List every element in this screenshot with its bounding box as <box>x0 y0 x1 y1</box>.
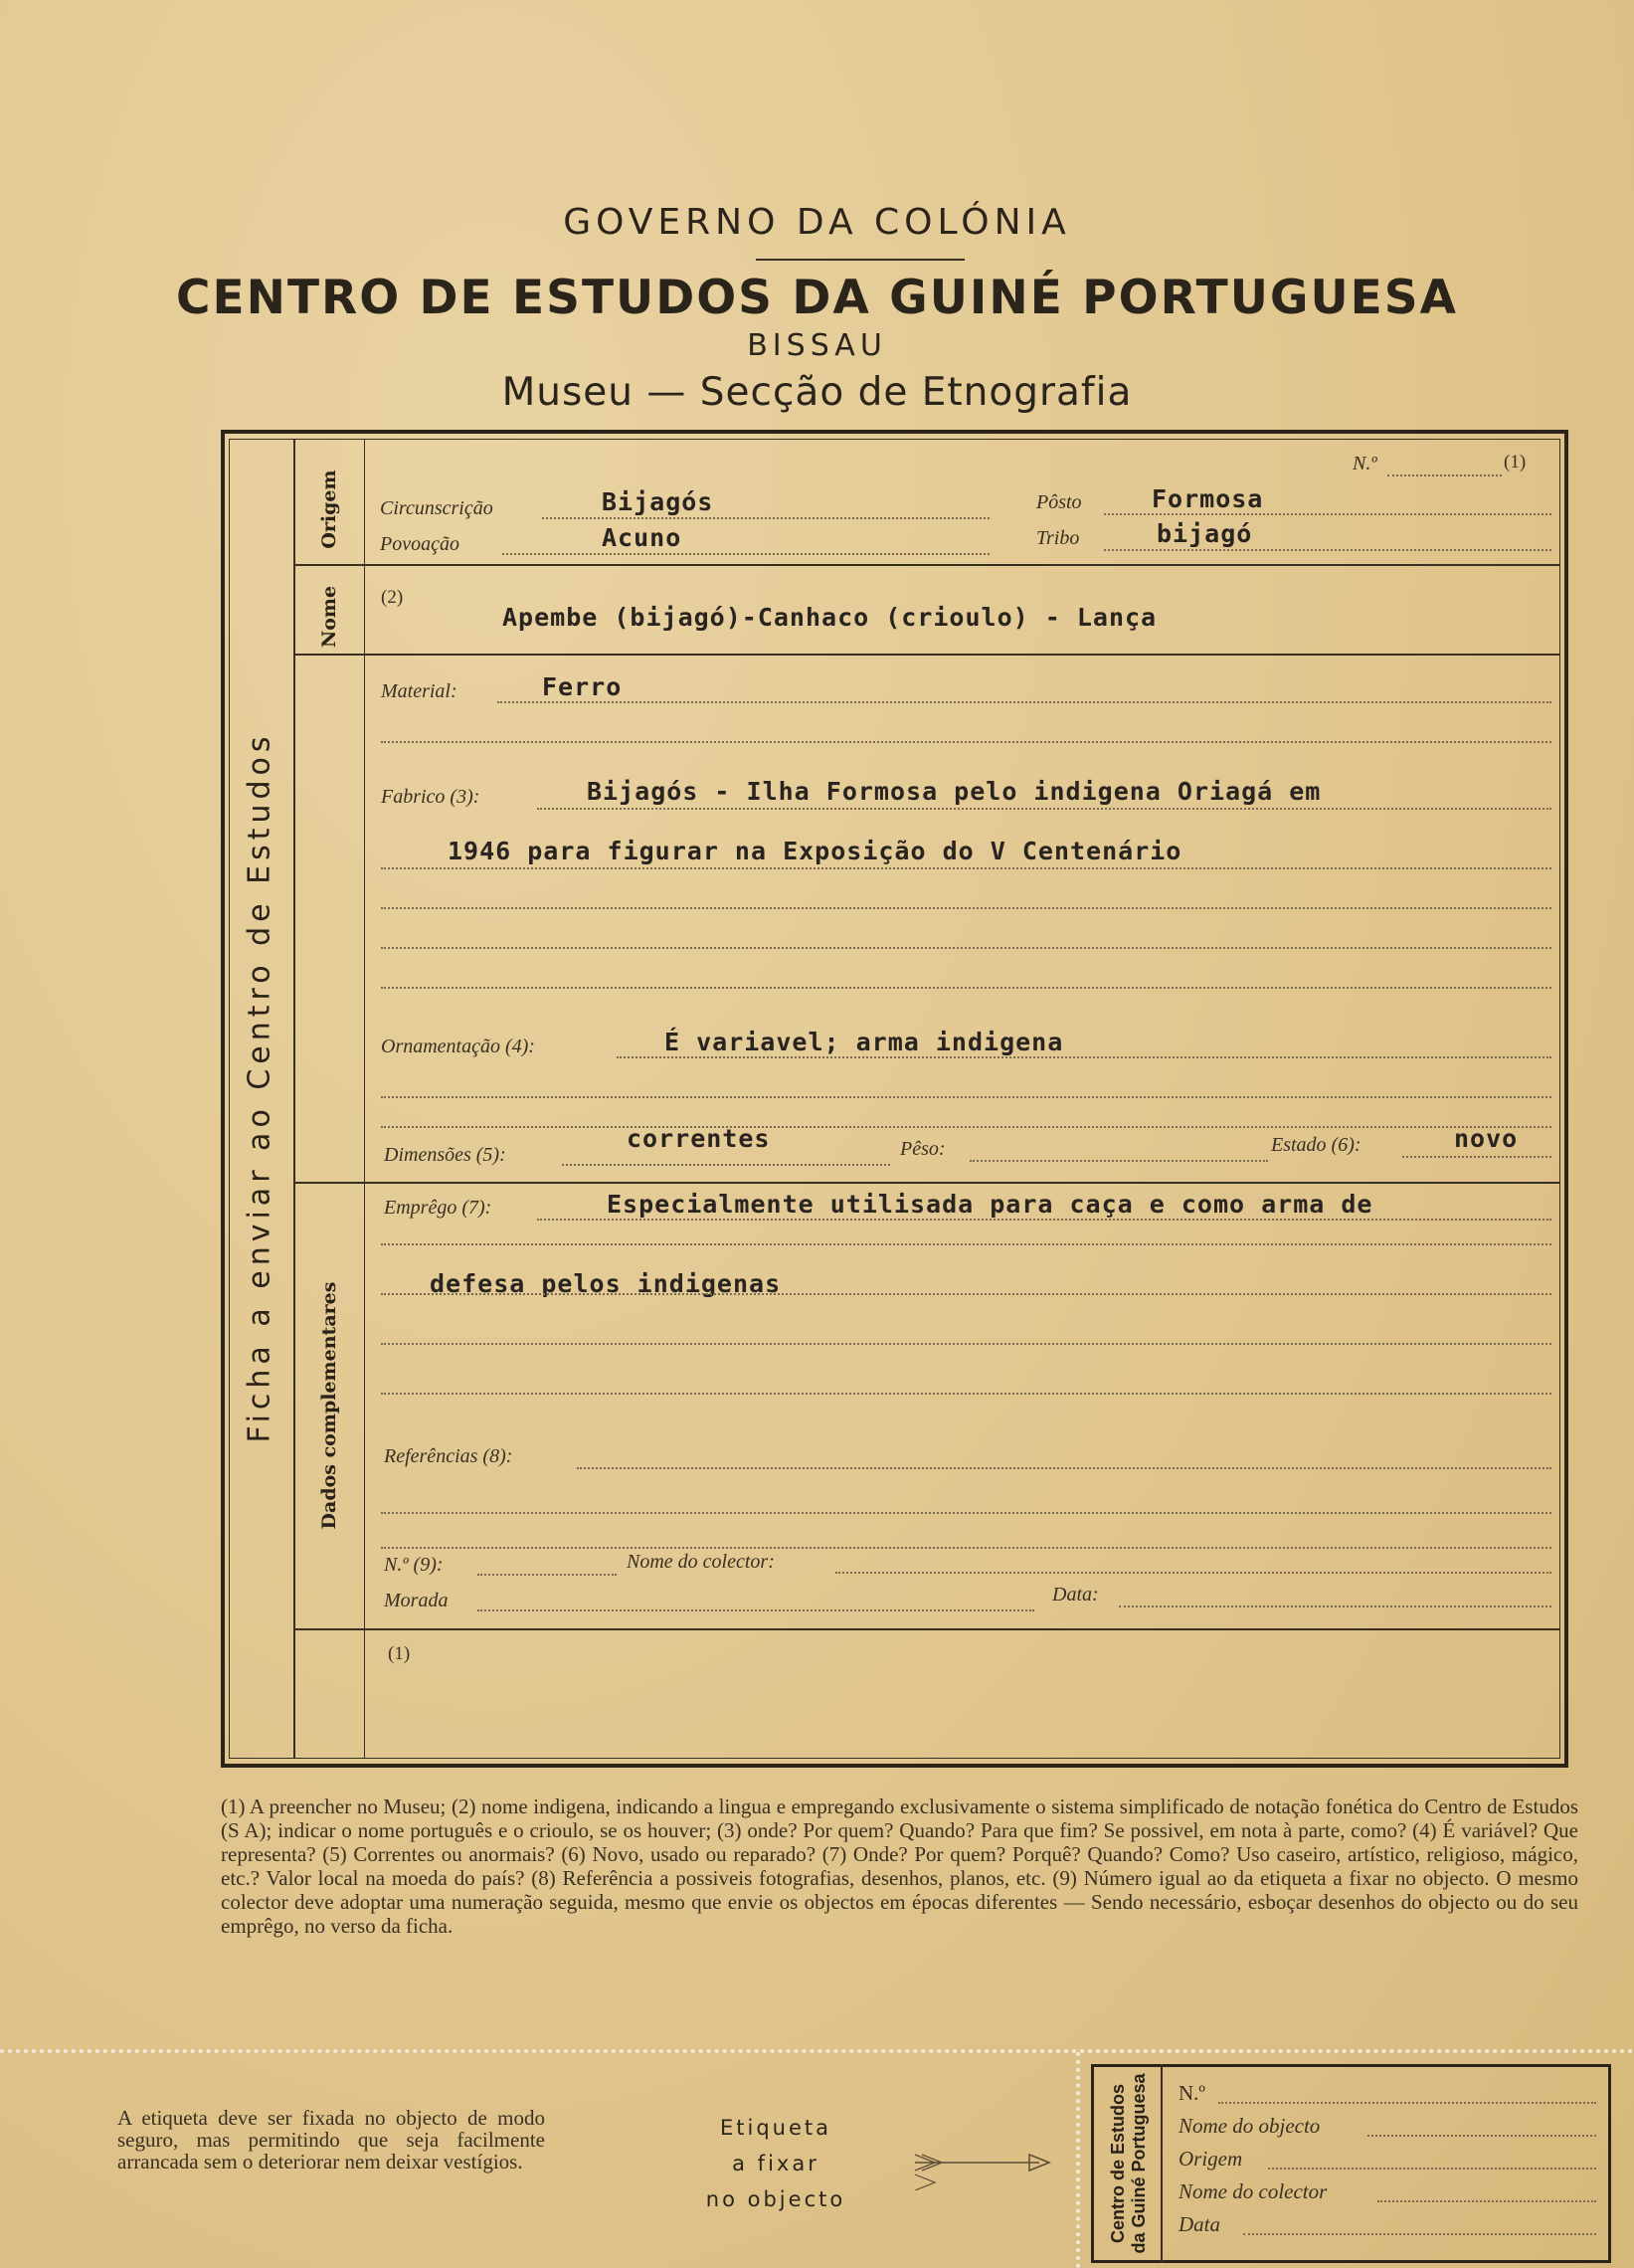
referencias-line <box>577 1467 1551 1469</box>
blank-line <box>381 1243 1551 1245</box>
dimensoes-label: Dimensões (5): <box>384 1144 506 1166</box>
material-line <box>497 701 1551 703</box>
label-card-origem: Origem <box>1179 2147 1243 2171</box>
blank-line <box>381 867 1551 869</box>
morada-label: Morada <box>384 1590 449 1611</box>
posto-line <box>1104 513 1551 515</box>
peso-line <box>970 1160 1268 1162</box>
nome-value: Apembe (bijagó)-Canhaco (crioulo) - Lança <box>502 603 1158 632</box>
dimensoes-value: correntes <box>627 1124 771 1153</box>
label-card-numero: N.º <box>1179 2081 1205 2105</box>
blank-line <box>381 947 1551 949</box>
section-origem: Origem <box>318 470 340 549</box>
blank-line <box>381 1393 1551 1395</box>
section-nome: Nome <box>318 585 340 649</box>
blank-line <box>381 1343 1551 1345</box>
blank-line <box>381 987 1551 989</box>
label-card-data: Data <box>1179 2212 1220 2236</box>
emprego-line <box>537 1219 1551 1221</box>
numero-line <box>1387 474 1502 476</box>
label-card-line <box>1367 2135 1596 2137</box>
label-card-line <box>1243 2233 1596 2235</box>
blank-line <box>381 1512 1551 1514</box>
ornamentacao-value: É variavel; arma indigena <box>664 1028 1064 1056</box>
emprego-label: Emprêgo (7): <box>384 1197 492 1219</box>
peso-label: Pêso: <box>900 1138 946 1160</box>
heading-rule <box>756 259 965 261</box>
posto-value: Formosa <box>1152 484 1264 513</box>
fabrico-line <box>537 808 1551 810</box>
referencias-label: Referências (8): <box>384 1445 513 1467</box>
estado-value: novo <box>1454 1124 1519 1153</box>
label-card-nome-objecto: Nome do objecto <box>1179 2114 1321 2138</box>
nome-mark: (2) <box>381 587 404 608</box>
etiqueta-line1: Etiqueta <box>720 2116 831 2140</box>
numero-mark: (1) <box>1504 452 1527 472</box>
dados-divider <box>293 1628 1560 1630</box>
section-heading: Museu — Secção de Etnografia <box>501 370 1133 415</box>
label-card-divider <box>1161 2064 1163 2263</box>
label-card-nome-colector: Nome do colector <box>1179 2179 1328 2203</box>
institution-heading: CENTRO DE ESTUDOS DA GUINÉ PORTUGUESA <box>176 271 1458 325</box>
perforation-line <box>0 2049 1634 2053</box>
blank-line <box>381 1126 1551 1128</box>
posto-label: Pôsto <box>1036 491 1082 513</box>
povoacao-line <box>502 553 990 555</box>
label-card-line <box>1268 2168 1596 2170</box>
material-value: Ferro <box>542 672 623 701</box>
label-card-side-line1: Centro de Estudos <box>1108 2084 1128 2244</box>
circunscricao-line <box>542 517 990 519</box>
arrow-icon <box>910 2151 1059 2190</box>
ornamentacao-label: Ornamentação (4): <box>381 1036 535 1057</box>
column-divider-left <box>293 439 295 1759</box>
data-label: Data: <box>1052 1584 1099 1606</box>
colector-label: Nome do colector: <box>627 1551 775 1573</box>
povoacao-value: Acuno <box>602 523 682 552</box>
footnotes: (1) A preencher no Museu; (2) nome indigena, indicando a lingua e empregando exclusivamente o sistema simplificado de notação fonética do Centro de Estudos (S A); indicar o nome português e o crioulo, se os houver; (3) onde? Por quem? Quando? Para que fim? Se possivel, em nota à parte, como? (4) É variável? Que representa? (5) Correntes ou anormais? (6) Novo, usado ou reparado? (7) Onde? Por quem? Porquê? Quando? Como? Uso caseiro, artístico, religioso, mágico, etc.? Valor local na moeda do país? (8) Referência a possiveis fotografias, desenhos, planos, etc. (9) Número igual ao da etiqueta a fixar no objecto. O mesmo colector deve adoptar uma numeração seguida, mesmo que envie os objectos em épocas diferentes — Sendo necessário, esboçar desenhos do objecto ou do seu emprêgo, no verso da ficha. <box>221 1795 1578 1938</box>
circunscricao-value: Bijagós <box>602 487 714 516</box>
dimensoes-line <box>562 1164 890 1166</box>
numero-label: N.º <box>1353 453 1377 474</box>
etiqueta-line3: no objecto <box>705 2187 846 2211</box>
morada-line <box>477 1609 1034 1611</box>
government-heading: GOVERNO DA COLÓNIA <box>563 202 1071 243</box>
vertical-perforation <box>1076 2052 1080 2268</box>
numero-colector-line <box>477 1574 617 1576</box>
povoacao-label: Povoação <box>380 533 459 555</box>
label-card-side-line2: da Guiné Portuguesa <box>1129 2073 1149 2254</box>
blank-line <box>381 1547 1551 1549</box>
city-heading: BISSAU <box>747 328 887 363</box>
side-label: Ficha a enviar ao Centro de Estudos <box>242 731 277 1443</box>
tribo-line <box>1104 549 1551 551</box>
fabrico-line1: Bijagós - Ilha Formosa pelo indigena Oriagá em <box>587 777 1322 806</box>
emprego-line1: Especialmente utilisada para caça e como arma de <box>607 1190 1373 1219</box>
blank-line <box>381 741 1551 743</box>
label-card-line <box>1218 2102 1596 2104</box>
estado-line <box>1402 1156 1551 1158</box>
blank-line <box>381 1096 1551 1098</box>
blank-line <box>381 1293 1551 1295</box>
circunscricao-label: Circunscrição <box>380 497 493 519</box>
label-card-side-title <box>1108 2073 1150 2253</box>
estado-label: Estado (6): <box>1271 1134 1362 1156</box>
emprego-line2: defesa pelos indigenas <box>430 1269 782 1298</box>
origem-divider <box>293 564 1560 566</box>
nome-divider <box>293 654 1560 656</box>
colector-line <box>835 1572 1551 1574</box>
label-card-line <box>1377 2200 1596 2202</box>
column-divider-right <box>364 439 365 1759</box>
fabrico-line2: 1946 para figurar na Exposição do V Centenário <box>448 837 1182 865</box>
ornamentacao-line <box>617 1056 1551 1058</box>
bottom-mark: (1) <box>388 1643 411 1664</box>
numero-colector-label: N.º (9): <box>384 1554 444 1576</box>
material-label: Material: <box>381 680 457 702</box>
tribo-label: Tribo <box>1036 527 1080 549</box>
stub-instruction: A etiqueta deve ser fixada no objecto de modo seguro, mas permitindo que seja facilmente arrancada sem o deteriorar nem deixar vestígios. <box>117 2106 545 2174</box>
blank-line <box>381 907 1551 909</box>
data-line <box>1119 1606 1551 1607</box>
etiqueta-line2: a fixar <box>732 2152 819 2175</box>
fabrico-label: Fabrico (3): <box>381 786 480 808</box>
tribo-value: bijagó <box>1157 519 1253 548</box>
section-dados: Dados complementares <box>318 1281 340 1530</box>
descricao-divider <box>293 1182 1560 1184</box>
